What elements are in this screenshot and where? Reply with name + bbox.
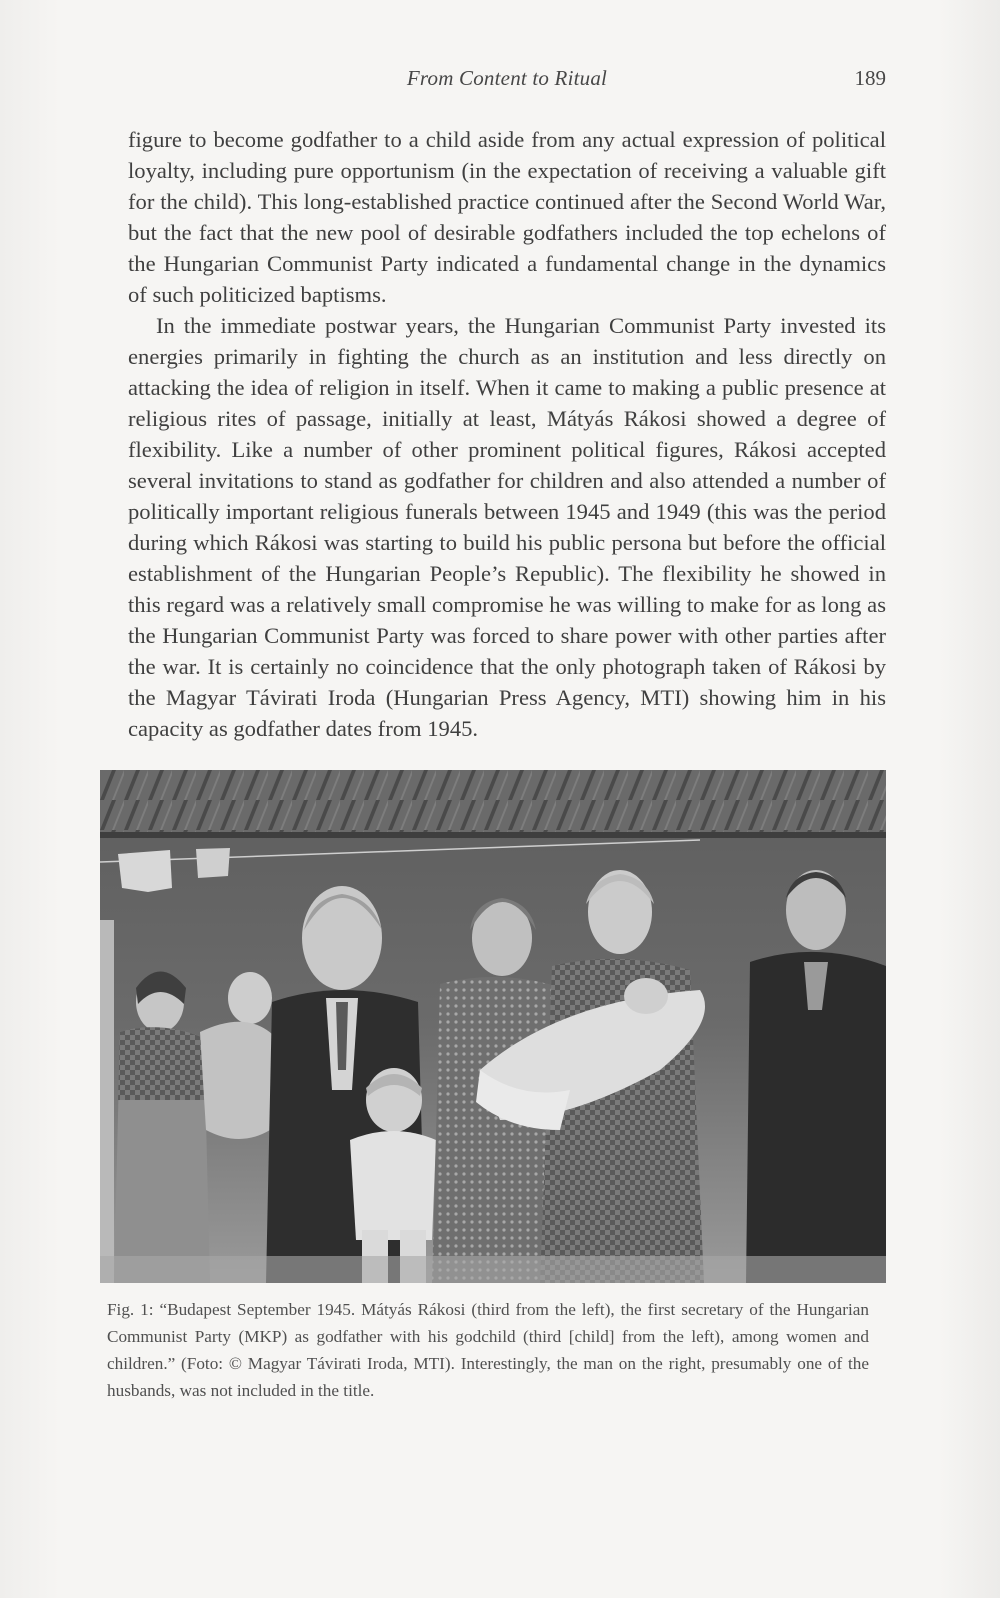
body-text xyxy=(128,124,886,744)
photograph-illustration xyxy=(100,770,886,1283)
figure-caption: Fig. 1: “Budapest September 1945. Mátyás Rákosi (third from the left), the first secretary of the Hungarian Communist Party (MKP) as godfather with his godchild (third [child] from the left), among women and children.” (Foto: © Magyar Távirati Iroda, MTI). Interestingly, the man on the right, presumably one of the husbands, was not included in the title. xyxy=(107,1300,869,1400)
photograph xyxy=(100,770,886,1283)
doorframe-left xyxy=(100,920,114,1283)
hanging-laundry-right xyxy=(196,848,230,878)
running-head xyxy=(128,66,886,96)
ground xyxy=(100,1256,886,1283)
hanging-laundry-left xyxy=(118,850,172,892)
paragraph-2: In the immediate postwar years, the Hungarian Communist Party invested its energies primarily in fighting the church as an institution and less directly on attacking the idea of religion in itself. When it came to making a public presence at religious rites of passage, initially at least, Mátyás Rákosi showed a degree of flexibility. Like a number of other prominent political figures, Rákosi accepted several invitations to stand as godfather for children and also attended a number of politically important religious funerals between 1945 and 1949 (this was the period during which Rákosi was starting to build his public persona but before the official establishment of the Hungarian People’s Republic). The flexibility he showed in this regard was a relatively small compromise he was willing to make for as long as the Hungarian Communist Party was forced to share power with other parties after the war. It is certainly no coincidence that the only photograph taken of Rákosi by the Magyar Távirati Iroda (Hungarian Press Agency, MTI) showing him in his capacity as godfather dates from 1945. xyxy=(128,313,886,741)
page-number: 189 xyxy=(854,66,886,90)
running-title: From Content to Ritual xyxy=(406,66,608,90)
roof-edge xyxy=(100,832,886,838)
paragraph-1: figure to become godfather to a child aside from any actual expression of political loyalty, including pure opportunism (in the expectation of receiving a valuable gift for the child). This long-established practice continued after the Second World War, but the fact that the new pool of desirable godfathers included the top echelons of the Hungarian Communist Party indicated a fundamental change in the dynamics of such politicized baptisms. xyxy=(128,127,886,307)
roof-tiles xyxy=(100,770,886,836)
